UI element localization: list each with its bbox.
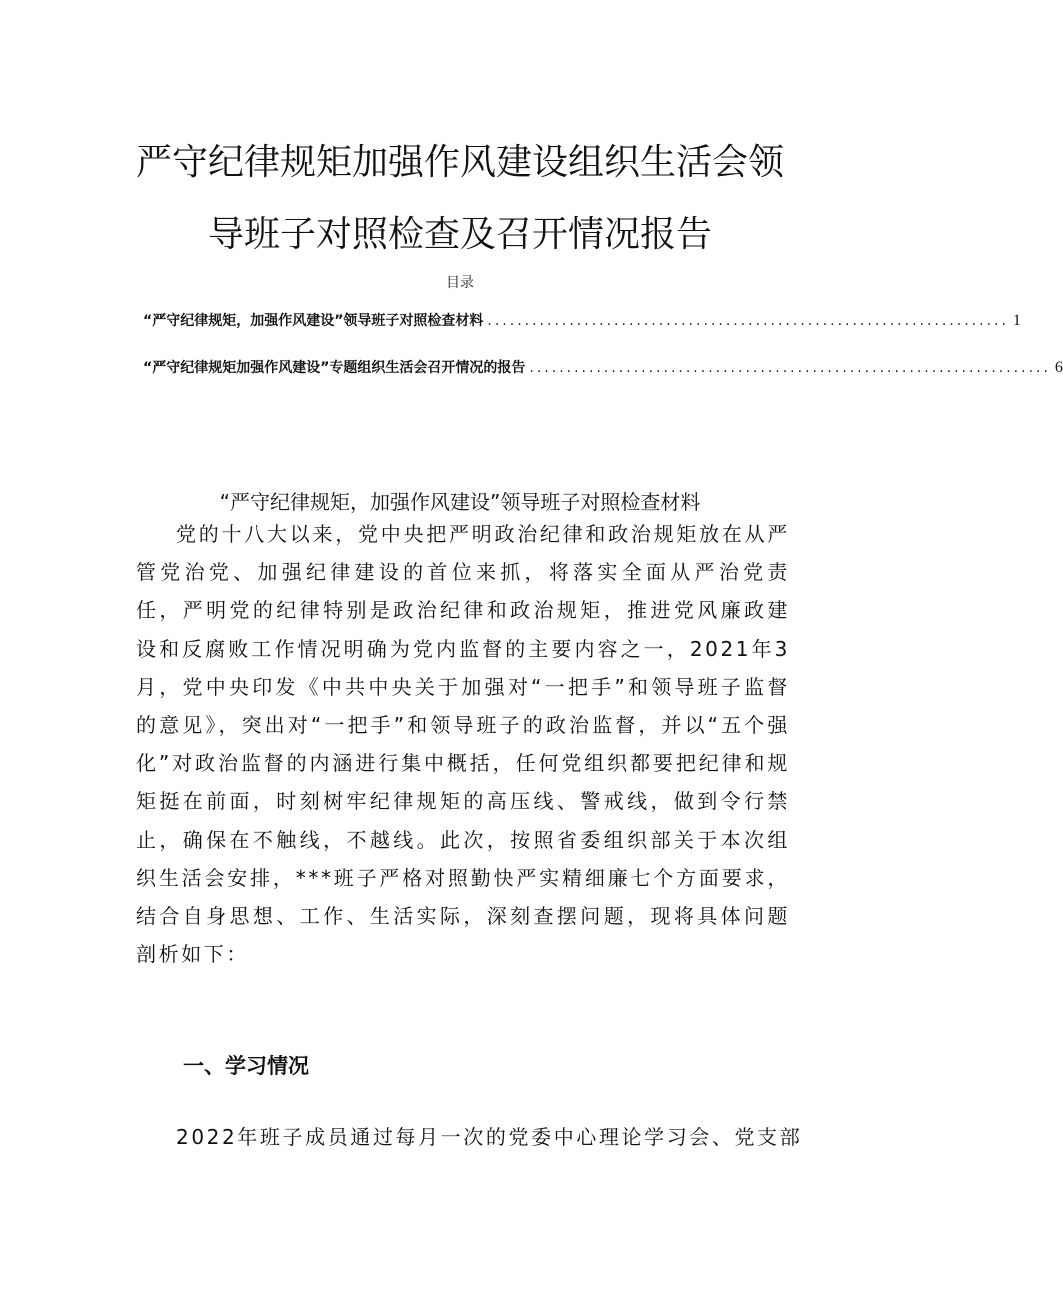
toc-entry-text[interactable]: “严守纪律规矩加强作风建设”专题组织生活会召开情况的报告: [143, 360, 526, 376]
document-title-line-2: 导班子对照检查及召开情况报告: [207, 214, 712, 255]
body-paragraph-continued: 2022年班子成员通过每月一次的党委中心理论学习会、党支部: [176, 1125, 803, 1149]
document-title-line-1: 严守纪律规矩加强作风建设组织生活会领: [135, 142, 784, 183]
toc-page-number: 6: [1054, 359, 1063, 376]
toc-entry-1[interactable]: [143, 310, 1021, 330]
toc-dot-leader: ......................................................................: [487, 313, 1009, 329]
section-title: “严守纪律规矩，加强作风建设”领导班子对照检查材料: [219, 489, 701, 514]
body-paragraph: 党的十八大以来，党中央把严明政治纪律和政治规矩放在从严管党治党、加强纪律建设的首位来抓，将落实全面从严治党责任，严明党的纪律特别是政治纪律和政治规矩，推进党风廉政建设和反腐败工作情况明确为党内监督的主要内容之一，2021年3月，党中央印发《中共中央关于加强对“一把手”和领导班子监督的意见》，突出对“一把手”和领导班子的政治监督，并以“五个强化”对政治监督的内涵进行集中概括，任何党组织都要把纪律和规矩挺在前面，时刻树牢纪律规矩的高压线、警戒线，做到令行禁止，确保在不触线，不越线。此次，按照省委组织部关于本次组织生活会安排，***班子严格对照勤快严实精细廉七个方面要求，结合自身思想、工作、生活实际，深刻查摆问题，现将具体问题剖析如下：: [136, 522, 790, 967]
toc-entry-text[interactable]: “严守纪律规矩，加强作风建设”领导班子对照检查材料: [143, 313, 484, 329]
toc-entry-2[interactable]: [143, 357, 1063, 377]
toc-heading: 目录: [446, 275, 474, 291]
toc-dot-leader: ......................................................................: [529, 360, 1051, 376]
toc-page-number: 1: [1012, 312, 1021, 329]
subheading-study: 一、学习情况: [183, 1054, 309, 1078]
